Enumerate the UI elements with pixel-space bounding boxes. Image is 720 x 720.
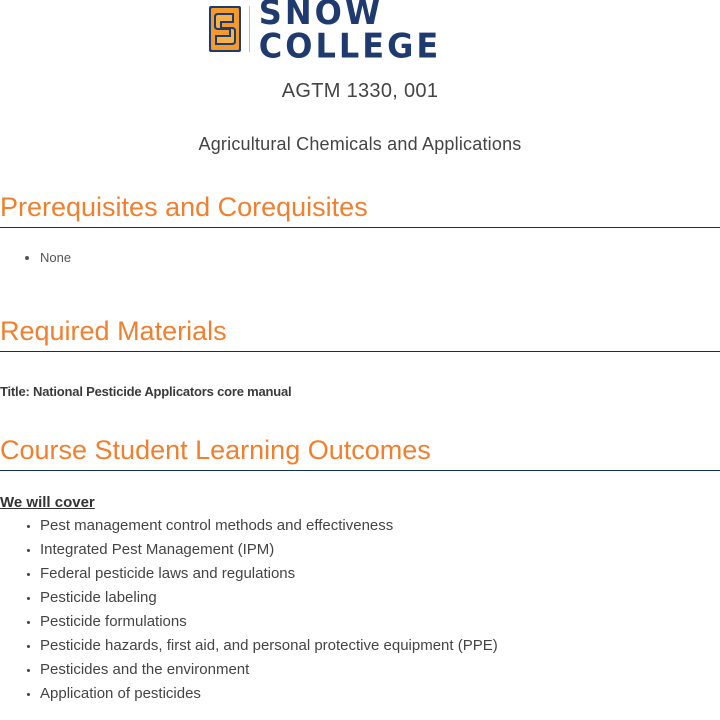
logo-divider [249, 6, 250, 52]
course-code: AGTM 1330, 001 [281, 80, 439, 102]
list-item: • Pest management control methods and effectiveness [40, 514, 498, 538]
required-material-title [0, 384, 291, 399]
learning-outcomes-heading: Course Student Learning Outcomes [0, 437, 720, 471]
required-materials-heading: Required Materials [0, 318, 720, 352]
learning-outcomes-list [0, 514, 498, 706]
list-item: • Integrated Pest Management (IPM) [40, 538, 498, 562]
list-item: • Pesticide hazards, first aid, and personal protective equipment (PPE) [40, 634, 498, 658]
list-item: • Pesticide formulations [40, 610, 498, 634]
list-item: • Application of pesticides [40, 682, 498, 706]
list-item: • Pesticide labeling [40, 586, 498, 610]
prerequisites-list [0, 249, 71, 267]
list-item: • Federal pesticide laws and regulations [40, 562, 498, 586]
title-label: Title: [0, 384, 30, 399]
list-item: • None [40, 249, 71, 267]
course-title: Agricultural Chemicals and Applications [198, 134, 522, 154]
prerequisites-heading: Prerequisites and Corequisites [0, 194, 720, 228]
logo-wordmark: SNOW COLLEGE [258, 0, 442, 66]
title-value: National Pesticide Applicators core manual [33, 384, 292, 399]
snow-college-logo [209, 0, 511, 66]
we-will-cover-label: We will cover [0, 494, 95, 511]
list-item: • Pesticides and the environment [40, 658, 498, 682]
snow-college-s-icon [209, 6, 241, 52]
